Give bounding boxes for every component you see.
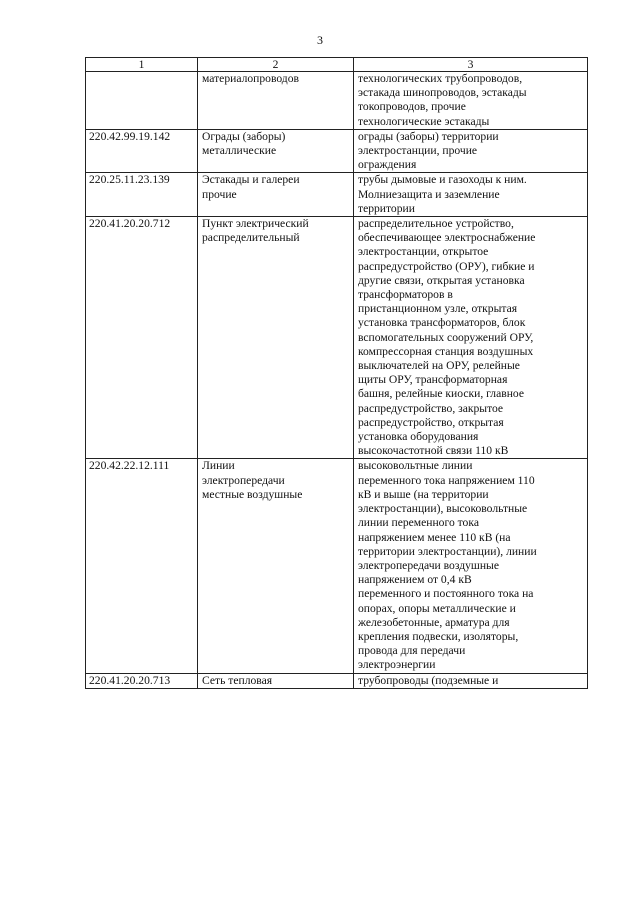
asset-description-cell	[354, 217, 588, 459]
table-row	[86, 673, 588, 688]
asset-name-cell	[198, 217, 354, 459]
asset-name-cell	[198, 459, 354, 673]
okof-code: 220.41.20.20.713	[89, 673, 171, 687]
asset-description-cell	[354, 459, 588, 673]
table-header	[86, 58, 588, 72]
okof-code-cell	[86, 173, 198, 217]
asset-description: высоковольтные линии переменного тока напряжением 110 кВ и выше (на территории электростанции), высоковольтные линии переменного тока напряжением менее 110 кВ (на территории электростанции), линии электропередачи воздушные напряжением от 0,4 кВ переменного и постоянного тока на опорах, опоры металлические и железобетонные, арматура для крепления подвески, изоляторы, провода для передачи электроэнергии	[358, 459, 537, 672]
table-row	[86, 459, 588, 673]
asset-description-cell	[354, 173, 588, 217]
okof-code-cell	[86, 217, 198, 459]
asset-name-cell	[198, 129, 354, 173]
classification-table	[85, 57, 588, 689]
table-row	[86, 72, 588, 130]
asset-description: ограды (заборы) территории электростанции, прочие ограждения	[358, 129, 499, 172]
asset-name-cell	[198, 673, 354, 688]
asset-name: Ограды (заборы) металлические	[202, 129, 286, 158]
asset-name: Линии электропередачи местные воздушные	[202, 459, 303, 501]
table-row	[86, 217, 588, 459]
column-header-1: 1	[86, 58, 198, 72]
asset-name: материалопроводов	[202, 72, 299, 85]
asset-description-cell	[354, 72, 588, 130]
okof-code-cell	[86, 459, 198, 673]
asset-name-cell	[198, 173, 354, 217]
asset-name: Сеть тепловая	[202, 673, 273, 687]
okof-code: 220.42.99.19.142	[89, 129, 171, 143]
okof-code: 220.25.11.23.139	[89, 173, 170, 187]
okof-code: 220.42.22.12.111	[89, 459, 170, 473]
table-row	[86, 129, 588, 173]
okof-code-cell	[86, 72, 198, 130]
okof-code: 220.41.20.20.712	[89, 217, 171, 231]
asset-description-cell	[354, 673, 588, 688]
asset-description: трубы дымовые и газоходы к ним. Молниезащита и заземление территории	[358, 173, 527, 215]
column-header-2: 2	[198, 58, 354, 72]
asset-name: Пункт электрический распределительный	[202, 217, 309, 245]
asset-description: распределительное устройство, обеспечивающее электроснабжение электростанции, открытое распредустройство (ОРУ), гибкие и другие связи, открытая установка трансформаторов в пристанционном узле, открытая установка трансформаторов, блок вспомогательных сооружений ОРУ, компрессорная станция воздушных выключателей на ОРУ, релейные щиты ОРУ, трансформаторная башня, релейные киоски, главное распредустройство, закрытое распредустройство, открытая установка оборудования высокочастотной связи 110 кВ	[358, 217, 536, 458]
asset-name: Эстакады и галереи прочие	[202, 173, 300, 201]
page-number: 3	[317, 33, 323, 47]
okof-code-cell	[86, 129, 198, 173]
asset-description: технологических трубопроводов, эстакада шинопроводов, эстакады токопроводов, прочие технологические эстакады	[358, 72, 527, 128]
asset-name-cell	[198, 72, 354, 130]
asset-description: трубопроводы (подземные и	[358, 673, 499, 687]
okof-code-cell	[86, 673, 198, 688]
table-row	[86, 173, 588, 217]
asset-description-cell	[354, 129, 588, 173]
column-header-3: 3	[354, 58, 588, 72]
